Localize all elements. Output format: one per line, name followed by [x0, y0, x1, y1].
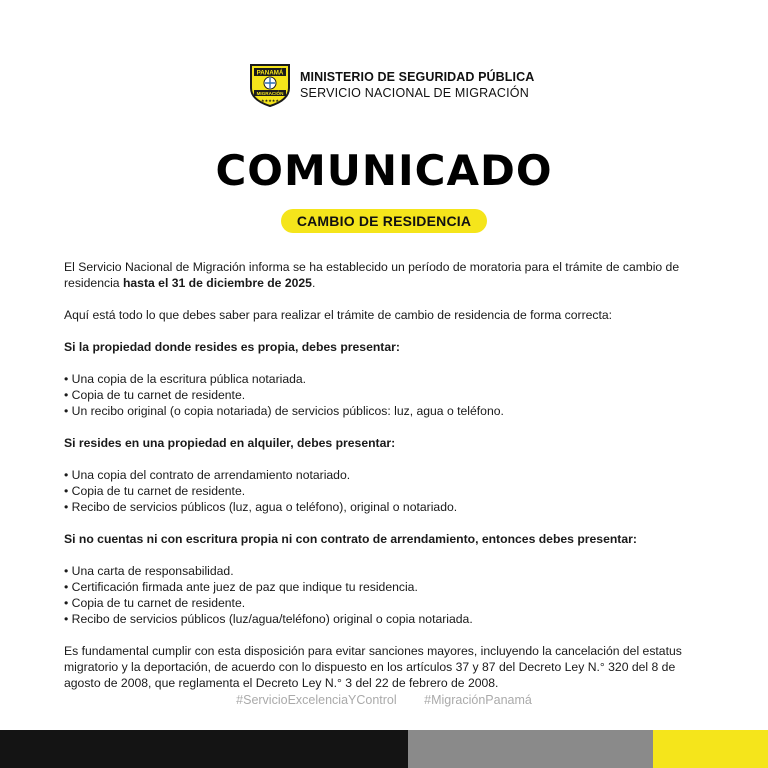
list-item: • Recibo de servicios públicos (luz, agua o teléfono), original o notariado. [64, 499, 714, 515]
list-item: • Copia de tu carnet de residente. [64, 595, 714, 611]
list-item: • Una carta de responsabilidad. [64, 563, 714, 579]
header [248, 62, 534, 108]
section-heading: Si resides en una propiedad en alquiler, debes presentar: [64, 436, 396, 450]
page-title: COMUNICADO [215, 146, 553, 195]
closing-paragraph: Es fundamental cumplir con esta disposición para evitar sanciones mayores, incluyendo la cancelación del estatus migratorio y la deportación, de acuerdo con lo dispuesto en los artículos 37 y 87 del Decreto Ley N.° 320 del 8 de agosto de 2008, que reglamenta el Decreto Ley N.° 3 del 22 de febrero de 2008. [64, 644, 682, 690]
svg-text:★★★★★: ★★★★★ [261, 98, 279, 103]
subtitle-wrapper [0, 209, 768, 233]
list-item: • Un recibo original (o copia notariada) de servicios públicos: luz, agua o teléfono. [64, 403, 714, 419]
requirements-list [64, 371, 714, 419]
announcement-body [64, 259, 714, 691]
hashtag: #ServicioExcelenciaYControl [236, 693, 397, 707]
intro-end: . [311, 276, 316, 290]
shield-crest-icon [248, 62, 292, 108]
section-heading: Si la propiedad donde resides es propia, debes presentar: [64, 340, 400, 354]
intro-text: El Servicio Nacional de Migración informa se ha establecido un período de moratoria para el trámite de cambio de residencia [64, 260, 680, 290]
intro-deadline: hasta el 31 de diciembre de 2025 [122, 276, 312, 290]
footer-bar-yellow [653, 730, 768, 768]
list-item: • Recibo de servicios públicos (luz/agua/teléfono) original o copia notariada. [64, 611, 714, 627]
hashtag: #MigraciónPanamá [424, 693, 532, 707]
footer-bar-gray [408, 730, 653, 768]
list-item: • Copia de tu carnet de residente. [64, 483, 714, 499]
requirements-list [64, 563, 714, 627]
crest-band-text: MIGRACIÓN [256, 90, 284, 96]
footer-bar-black [0, 730, 408, 768]
hashtags [0, 693, 768, 707]
lead-paragraph: Aquí está todo lo que debes saber para realizar el trámite de cambio de residencia de forma correcta: [64, 308, 613, 322]
section-heading: Si no cuentas ni con escritura propia ni con contrato de arrendamiento, entonces debes presentar: [64, 532, 637, 546]
list-item: • Una copia del contrato de arrendamiento notariado. [64, 467, 714, 483]
list-item: • Copia de tu carnet de residente. [64, 387, 714, 403]
crest-top-text: PANAMÁ [256, 69, 284, 77]
list-item: • Certificación firmada ante juez de paz que indique tu residencia. [64, 579, 714, 595]
requirements-list [64, 467, 714, 515]
header-text [300, 69, 534, 101]
ministry-name: MINISTERIO DE SEGURIDAD PÚBLICA [300, 70, 535, 84]
list-item: • Una copia de la escritura pública notariada. [64, 371, 714, 387]
intro-paragraph [64, 259, 714, 291]
subtitle-badge: CAMBIO DE RESIDENCIA [281, 209, 487, 233]
service-name: SERVICIO NACIONAL DE MIGRACIÓN [300, 86, 529, 100]
